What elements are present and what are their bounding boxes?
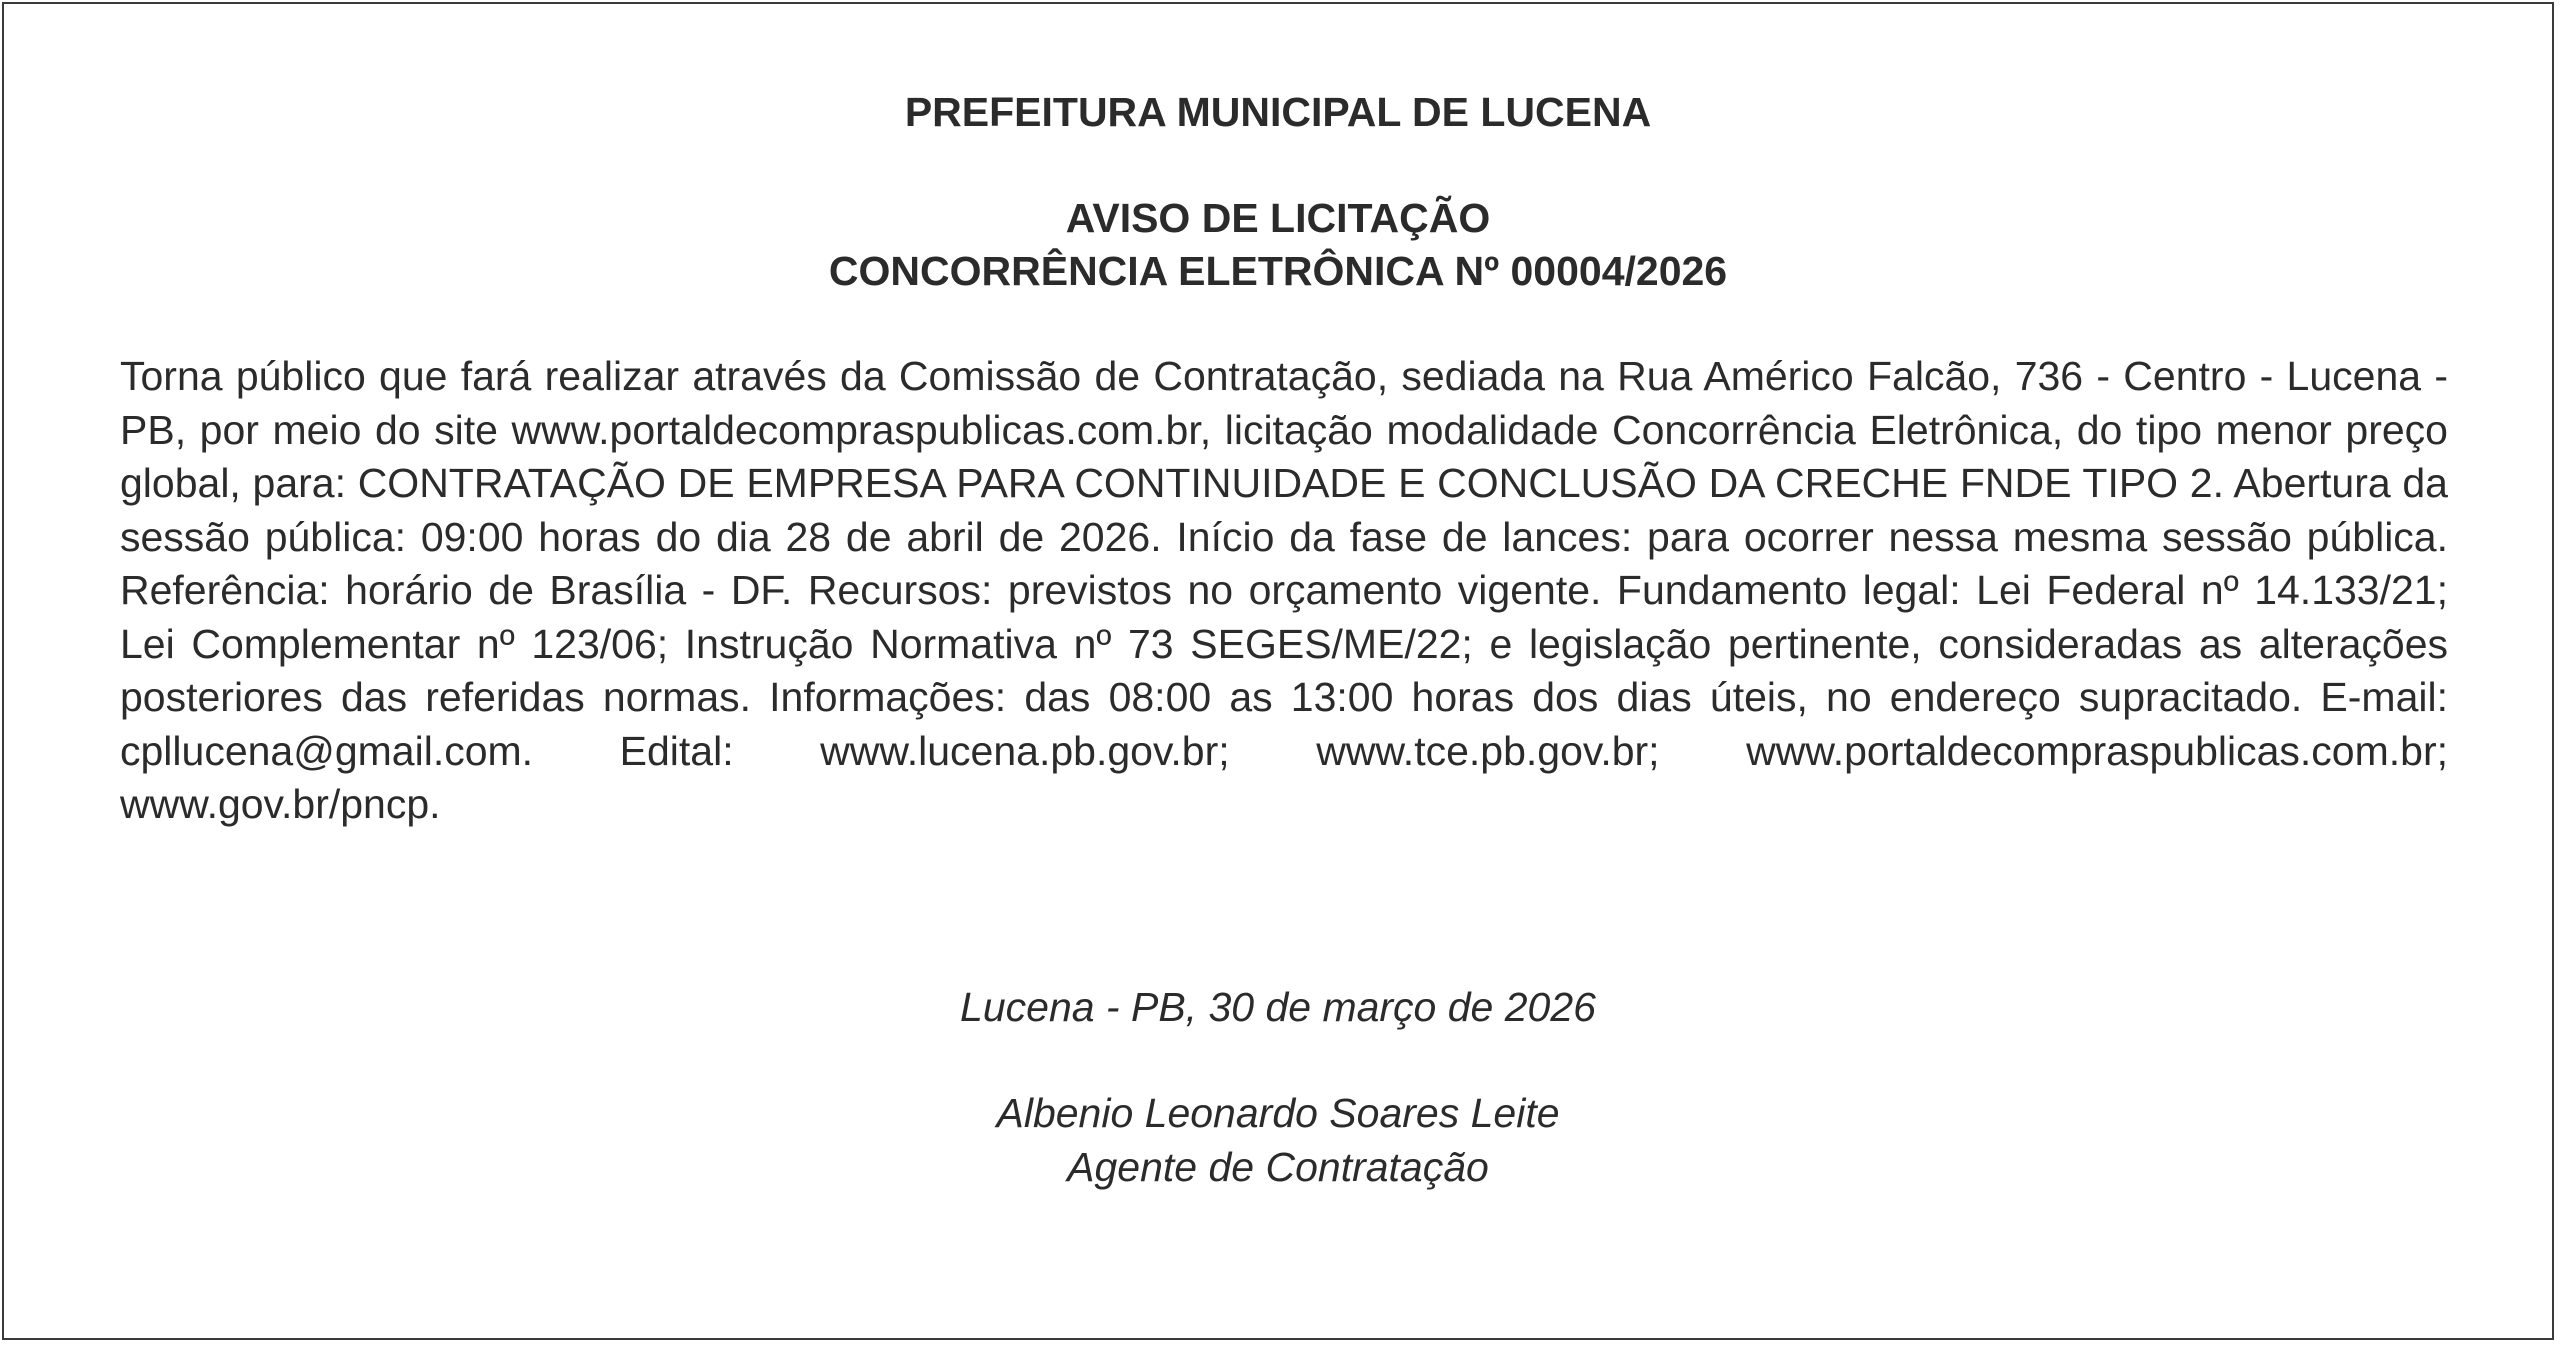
organization-heading: PREFEITURA MUNICIPAL DE LUCENA bbox=[904, 89, 1652, 135]
notice-subtitle: CONCORRÊNCIA ELETRÔNICA Nº 00004/2026 bbox=[828, 248, 1728, 294]
signer-name: Albenio Leonardo Soares Leite bbox=[996, 1090, 1560, 1136]
place-date: Lucena - PB, 30 de março de 2026 bbox=[960, 984, 1596, 1030]
notice-frame bbox=[2, 2, 2554, 1340]
signer-role: Agente de Contratação bbox=[1067, 1144, 1489, 1190]
notice-body: Torna público que fará realizar através da Comissão de Contratação, sediada na Rua Américo Falcão, 736 - Centro - Lucena - PB, por meio do site www.portaldecompraspublicas.com.br, licitação modalidade Concorrência Eletrônica, do tipo menor preço global, para: CONTRATAÇÃO DE EMPRESA PARA CONTINUIDADE E CONCLUSÃO DA CRECHE FNDE TIPO 2. Abertura da sessão pública: 09:00 horas do dia 28 de abril de 2026. Início da fase de lances: para ocorrer nessa mesma sessão pública. Referência: horário de Brasília - DF. Recursos: previstos no orçamento vigente. Fundamento legal: Lei Federal nº 14.133/21; Lei Complementar nº 123/06; Instrução Normativa nº 73 SEGES/ME/22; e legislação pertinente, consideradas as alterações posteriores das referidas normas. Informações: das 08:00 as 13:00 horas dos dias úteis, no endereço supracitado. E-mail: cpllucena@gmail.com. Edital: www.lucena.pb.gov.br; www.tce.pb.gov.br; www.portaldecompraspublicas.com.br; www.gov.br/pncp. bbox=[120, 353, 2448, 827]
notice-title: AVISO DE LICITAÇÃO bbox=[1065, 195, 1491, 241]
